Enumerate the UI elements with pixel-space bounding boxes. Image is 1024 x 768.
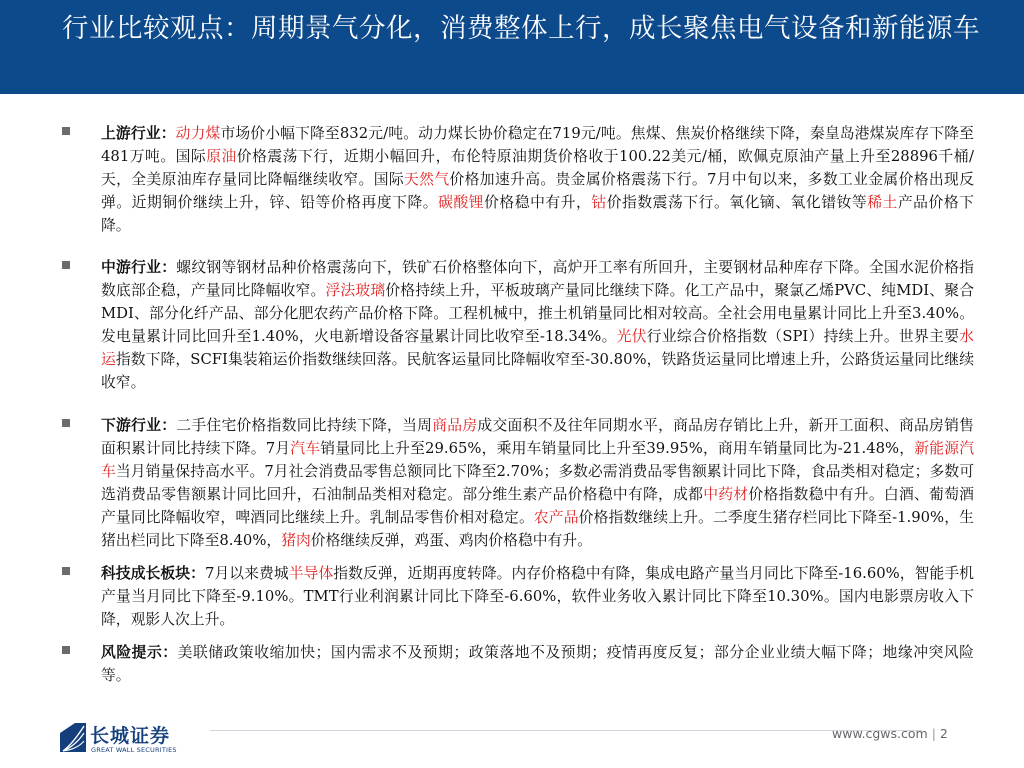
text-run: 价格持续上升，平板玻璃产量同比继续下降。化工产品中，聚氯乙烯PVC、纯MDI、聚合MDI、部分化纤产品、部分化肥农药产品价格下降。工程机械中，推土机销量同比相对较高。全社会用电量累计同比上升至3.40%。发电量累计同比回升至1.40%，火电新增设备容量累计同比收窄至-18.34%。 xyxy=(101,282,974,345)
tech-paragraph xyxy=(101,562,974,631)
downstream-label: 下游行业： xyxy=(101,417,177,434)
square-bullet-icon xyxy=(62,646,70,654)
text-run: 价格稳中有升， xyxy=(484,194,592,211)
section-tech xyxy=(62,562,974,631)
section-downstream xyxy=(62,414,974,552)
text-run: 指数下降，SCFI集装箱运价指数继续回落。民航客运量同比降幅收窄至-30.80%，铁路货运量同比增速上升，公路货运量同比继续收窄。 xyxy=(101,351,974,391)
highlight-term: 新能源汽车 xyxy=(101,440,974,480)
highlight-term: 汽车 xyxy=(290,440,321,457)
text-run: 螺纹钢等钢材品种价格震荡向下，铁矿石价格整体向下，高炉开工率有所回升，主要钢材品种库存下降。全国水泥价格指数底部企稳，产量同比降幅收窄。 xyxy=(101,259,974,299)
highlight-term: 猪肉 xyxy=(281,532,311,549)
square-bullet-icon xyxy=(62,567,70,575)
great-wall-logo-icon xyxy=(58,721,88,753)
text-run: 成交面积不及往年同期水平，商品房存销比上升，新开工面积、商品房销售面积累计同比持续下降。7月 xyxy=(101,417,974,457)
downstream-paragraph xyxy=(101,414,974,552)
highlight-term: 动力煤 xyxy=(175,125,221,142)
text-run: 价格指数稳中有升。白酒、葡萄酒产量同比降幅收窄，啤酒同比继续上升。乳制品零售价相对稳定。 xyxy=(101,486,974,526)
website-url: www.cgws.com xyxy=(832,726,928,741)
text-run: 二手住宅价格指数同比持续下降，当周 xyxy=(176,417,433,434)
highlight-term: 半导体 xyxy=(288,565,334,582)
square-bullet-icon xyxy=(62,127,70,135)
text-run: 行业综合价格指数（SPI）持续上升。世界主要 xyxy=(646,328,960,345)
company-logo xyxy=(58,721,198,757)
text-run: 销量同比上升至29.65%，乘用车销量同比上升至39.95%，商用车销量同比为-21.48%， xyxy=(320,440,915,457)
section-risk xyxy=(62,641,974,687)
highlight-term: 碳酸锂 xyxy=(438,194,485,211)
text-run: 指数反弹，近期再度转降。内存价格稳中有降，集成电路产量当月同比下降至-16.60%，智能手机产量当月同比下降至-9.10%。TMT行业利润累计同比下降至-6.60%，软件业务收入累计同比下降至10.30%。国内电影票房收入下降，观影人次上升。 xyxy=(101,565,974,628)
page-title: 行业比较观点：周期景气分化，消费整体上行，成长聚焦电气设备和新能源车 xyxy=(62,13,980,44)
square-bullet-icon xyxy=(62,419,70,427)
footer-info xyxy=(832,726,948,741)
section-upstream xyxy=(62,122,974,237)
highlight-term: 中药材 xyxy=(703,486,749,503)
highlight-term: 天然气 xyxy=(404,171,450,188)
highlight-term: 稀土 xyxy=(867,194,898,211)
text-run: 7月以来费城 xyxy=(204,565,289,582)
risk-label: 风险提示： xyxy=(101,644,178,661)
highlight-term: 光伏 xyxy=(616,328,647,345)
highlight-term: 商品房 xyxy=(432,417,478,434)
text-run: 美联储政策收缩加快；国内需求不及预期；政策落地不及预期；疫情再度反复；部分企业业绩大幅下降；地缘冲突风险等。 xyxy=(101,644,974,684)
logo-english-name: GREAT WALL SECURITIES xyxy=(91,746,177,754)
highlight-term: 钴 xyxy=(591,194,607,211)
title-bar xyxy=(0,0,1024,94)
tech-label: 科技成长板块： xyxy=(101,565,205,582)
highlight-term: 水运 xyxy=(101,328,974,368)
page-number: 2 xyxy=(939,726,948,741)
footer-separator: | xyxy=(931,726,936,741)
text-run: 价指数震荡下行。氧化镝、氧化镨钕等 xyxy=(606,194,868,211)
square-bullet-icon xyxy=(62,261,70,269)
midstream-label: 中游行业： xyxy=(101,259,177,276)
highlight-term: 农产品 xyxy=(533,509,579,526)
text-run: 当月销量保持高水平。7月社会消费品零售总额同比下降至2.70%；多数必需消费品零售额累计同比下降，食品类相对稳定；多数可选消费品零售额累计同比回升，石油制品类相对稳定。部分维生素产品价格稳中有降，成都 xyxy=(101,463,974,503)
text-run: 价格加速升高。贵金属价格震荡下行。7月中旬以来，多数工业金属价格出现反弹。近期铜价继续上升，锌、铅等价格再度下降。 xyxy=(101,171,974,211)
text-run: 产品价格下降。 xyxy=(101,194,974,234)
highlight-term: 原油 xyxy=(206,148,237,165)
text-run: 价格震荡下行，近期小幅回升，布伦特原油期货价格收于100.22美元/桶，欧佩克原油产量上升至28896千桶/天，全美原油库存量同比降幅继续收窄。国际 xyxy=(101,148,974,188)
text-run: 价格继续反弹，鸡蛋、鸡肉价格稳中有升。 xyxy=(310,532,592,549)
text-run: 市场价小幅下降至832元/吨。动力煤长协价稳定在719元/吨。焦煤、焦炭价格继续下降，秦皇岛港煤炭库存下降至481万吨。国际 xyxy=(101,125,974,165)
logo-chinese-name: 长城证券 xyxy=(90,725,171,747)
content-area xyxy=(62,122,974,687)
risk-paragraph xyxy=(101,641,974,687)
upstream-label: 上游行业： xyxy=(101,125,176,142)
upstream-paragraph xyxy=(101,122,974,237)
section-midstream xyxy=(62,256,974,394)
text-run: 价格指数继续上升。二季度生猪存栏同比下降至-1.90%，生猪出栏同比下降至8.40%， xyxy=(101,509,974,549)
highlight-term: 浮法玻璃 xyxy=(325,282,386,299)
midstream-paragraph xyxy=(101,256,974,394)
footer-divider xyxy=(210,730,922,731)
